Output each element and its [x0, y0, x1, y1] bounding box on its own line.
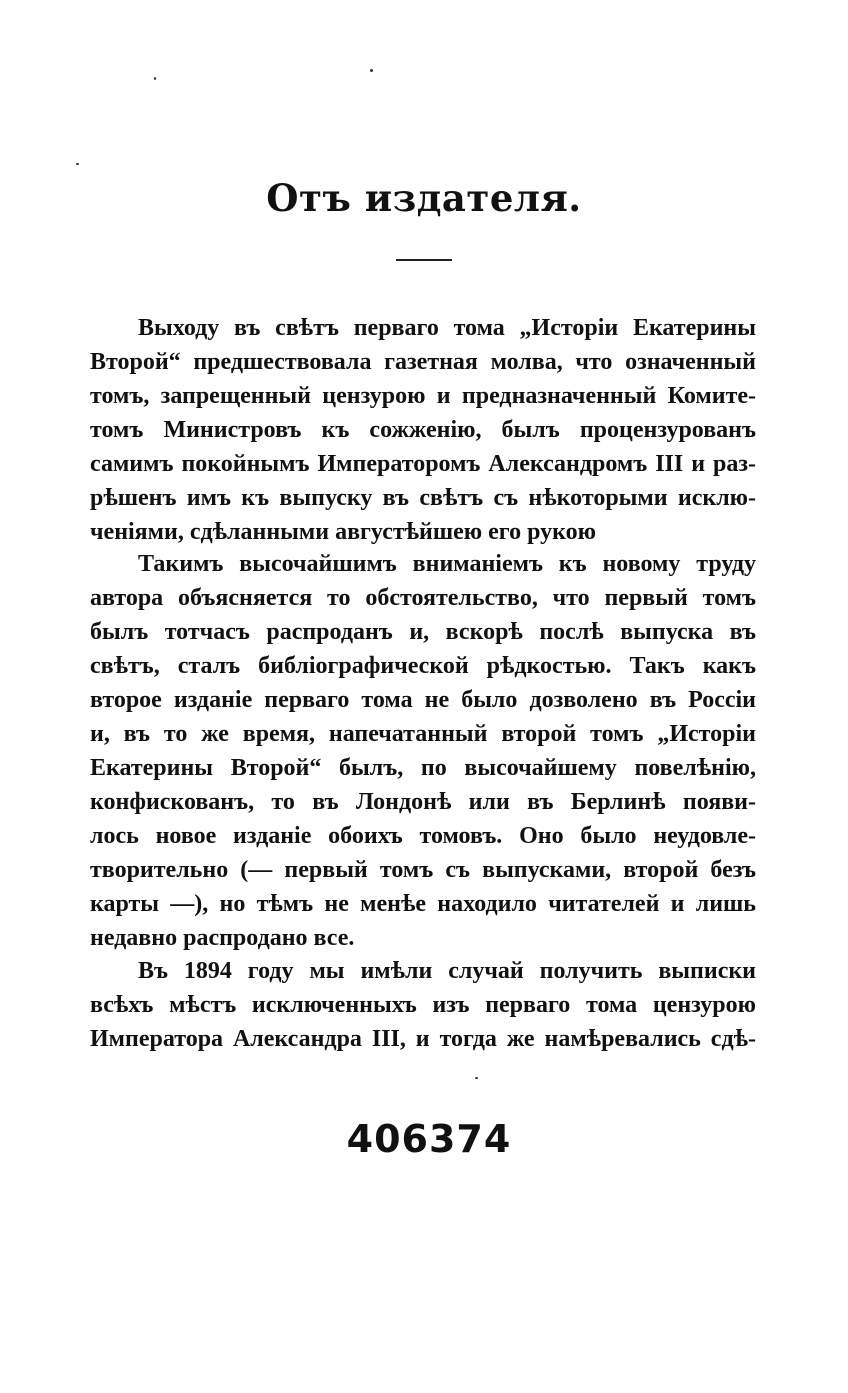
paragraph-3: [90, 954, 756, 1056]
scan-speck: [76, 163, 79, 165]
text-line: Выходу въ свѣтъ перваго тома „Исторіи Екатерины: [138, 315, 756, 341]
text-line: Императора Александра III, и тогда же намѣревались сдѣ-: [90, 1026, 756, 1052]
text-line: томъ Министровъ къ сожженію, былъ процензурованъ: [90, 417, 756, 443]
text-line: Въ 1894 году мы имѣли случай получить выписки: [138, 958, 756, 984]
stamp-number: 406374: [346, 1117, 512, 1161]
text-line: Второй“ предшествовала газетная молва, что означенный: [90, 349, 756, 375]
paragraph-1: [90, 311, 756, 549]
text-line: карты —), но тѣмъ не менѣе находило читателей и лишь: [90, 891, 756, 917]
text-line: самимъ покойнымъ Императоромъ Александромъ III и раз-: [90, 451, 756, 477]
text-line: всѣхъ мѣстъ исключенныхъ изъ перваго тома цензурою: [90, 992, 756, 1018]
text-line: и, въ то же время, напечатанный второй томъ „Исторіи: [90, 721, 756, 747]
text-line: недавно распродано все.: [90, 925, 355, 951]
scan-speck: [154, 77, 156, 80]
text-line: томъ, запрещенный цензурою и предназначенный Комите-: [90, 383, 756, 409]
text-line: ченіями, сдѣланными августѣйшею его рукою: [90, 519, 596, 545]
text-line: былъ тотчасъ распроданъ и, вскорѣ послѣ выпуска въ: [90, 619, 756, 645]
text-line: Екатерины Второй“ былъ, по высочайшему повелѣнію,: [90, 755, 756, 781]
text-line: второе изданіе перваго тома не было дозволено въ Россіи: [90, 687, 756, 713]
text-line: рѣшенъ имъ къ выпуску въ свѣтъ съ нѣкоторыми исклю-: [90, 485, 756, 511]
text-line: конфискованъ, то въ Лондонѣ или въ Берлинѣ появи-: [90, 789, 756, 815]
text-line: свѣтъ, сталъ библіографической рѣдкостью. Такъ какъ: [90, 653, 756, 679]
text-line: творительно (— первый томъ съ выпусками, второй безъ: [90, 857, 756, 883]
title-divider: [396, 259, 452, 261]
text-line: Такимъ высочайшимъ вниманіемъ къ новому труду: [138, 551, 756, 577]
text-line: автора объясняется то обстоятельство, что первый томъ: [90, 585, 756, 611]
scan-speck: [475, 1077, 478, 1079]
paragraph-2: [90, 547, 756, 955]
text-line: лось новое изданіе обоихъ томовъ. Оно было неудовле-: [90, 823, 756, 849]
page-title: Отъ издателя.: [266, 176, 582, 220]
scan-speck: [370, 69, 373, 72]
